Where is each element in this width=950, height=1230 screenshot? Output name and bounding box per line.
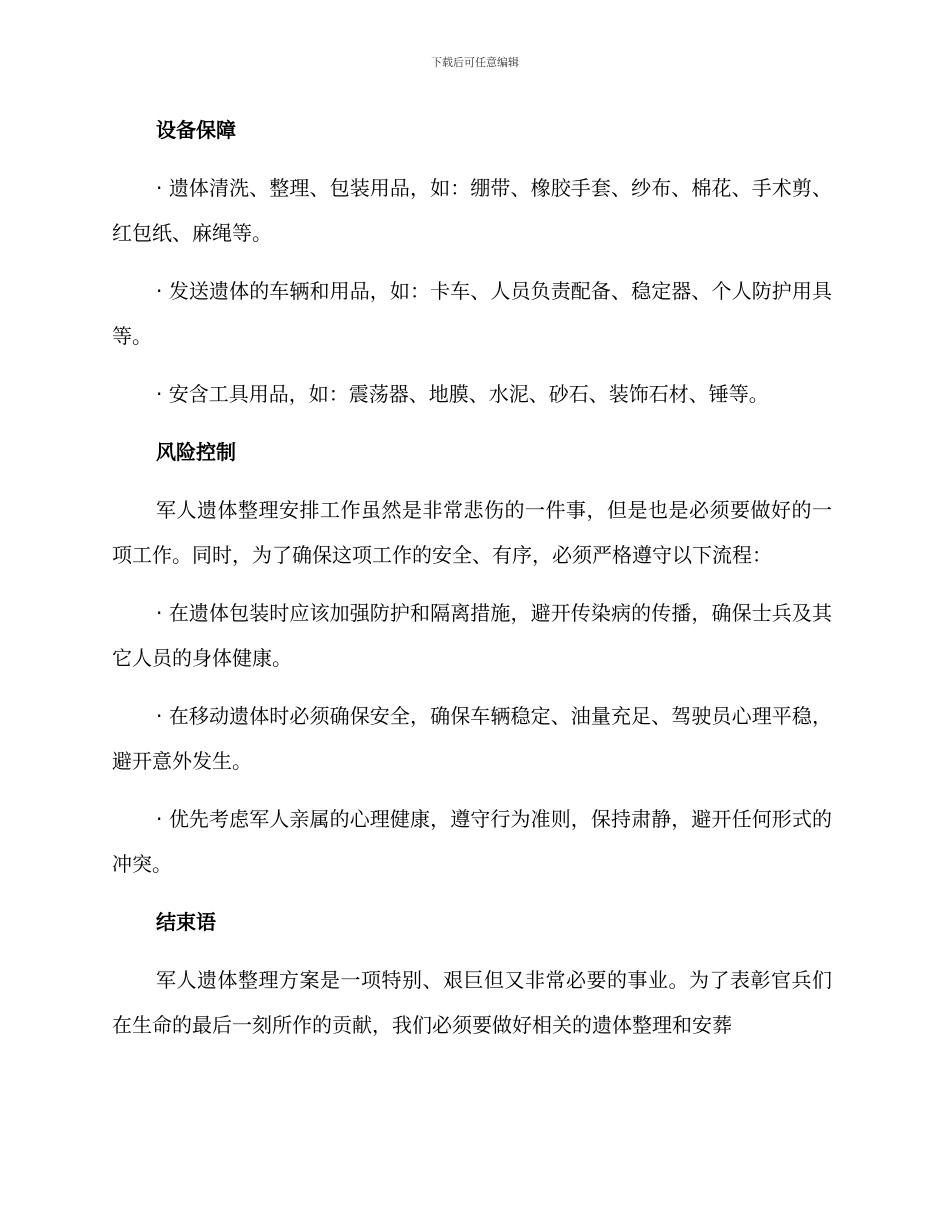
bullet-paragraph: · 在移动遗体时必须确保安全，确保车辆稳定、油量充足、驾驶员心理平稳，避开意外发生。 [112,704,832,773]
header-note: 下载后可任意编辑 [431,56,519,69]
body-paragraph: 军人遗体整理方案是一项特别、艰巨但又非常必要的事业。为了表彰官兵们在生命的最后一刻所作的贡献，我们必须要做好相关的遗体整理和安葬 [112,968,832,1037]
bullet-paragraph: · 发送遗体的车辆和用品，如：卡车、人员负责配备、稳定器、个人防护用具等。 [112,279,832,348]
section-heading-conclusion: 结束语 [156,910,216,934]
bullet-paragraph: · 在遗体包装时应该加强防护和隔离措施，避开传染病的传播，确保士兵及其它人员的身体健康。 [112,601,832,670]
bullet-paragraph: · 安含工具用品，如：震荡器、地膜、水泥、砂石、装饰石材、锤等。 [156,382,769,406]
section-heading-equipment: 设备保障 [156,118,236,142]
body-paragraph: 军人遗体整理安排工作虽然是非常悲伤的一件事，但是也是必须要做好的一项工作。同时，为了确保这项工作的安全、有序，必须严格遵守以下流程： [112,498,832,567]
section-heading-risk-control: 风险控制 [156,440,236,464]
document-body [112,108,832,1061]
bullet-paragraph: · 遗体清洗、整理、包装用品，如：绷带、橡胶手套、纱布、棉花、手术剪、红包纸、麻绳等。 [112,176,832,245]
bullet-paragraph: · 优先考虑军人亲属的心理健康，遵守行为准则，保持肃静，避开任何形式的冲突。 [112,807,832,876]
